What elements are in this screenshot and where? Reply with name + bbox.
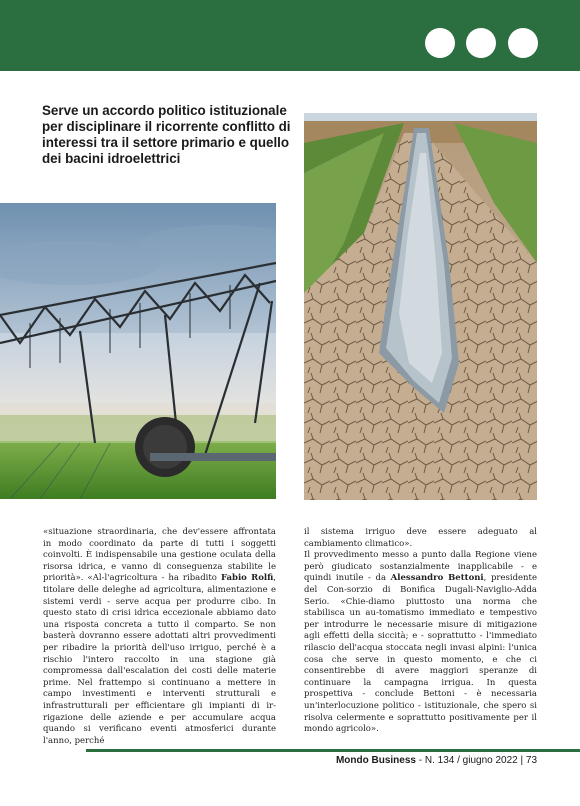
text-run: Il provvedimento messo a punto dalla Regione viene però giudicato sostanzialmente inapplicabile - e quindi inutile - da — [304, 550, 537, 584]
footer-divider — [86, 749, 580, 752]
article-column-right — [304, 527, 537, 736]
irrigation-pivot-photo — [0, 203, 276, 499]
text-run: , titolare delle deleghe ad agricoltura, alimentazione e sistemi verdi - serve acqua per produrre cibo. In questo stato di crisi idrica eccezionale abbiamo dato una risposta concreta a tutto il comparto. Se non basterà dovranno essere adottati altri provvedimenti per ribadire la priorità dell'uso irriguo, perché è a rischio l'intero raccolto in una stagione già compromessa dall'escalation dei costi delle materie prime. Nel frattempo si continuano a mettere in campo investimenti e interventi strutturali e infrastrutturali per efficientare gli impianti di ir-rigazione delle aziende e per accumulare acqua quando si verificano eventi atmosferici durante l'anno, perché — [43, 573, 276, 746]
dry-irrigation-canal-photo — [304, 113, 537, 500]
magazine-name: Mondo Business — [335, 755, 416, 766]
text-run: , presidente del Con-sorzio di Bonifica Dugali-Naviglio-Adda Serio. «Chie-diamo piuttosto una norma che stabilisca un au-tomatismo immediato e tempestivo per introdurre le necessarie misure di mitigazione agli effetti della siccità; e - soprattutto - l'immediato rilascio dell'acqua stoccata negli invasi alpini: l'unica cosa che serve in questo momento, e che ci consentirebbe di avere maggiori speranze di continuare la campagna irrigua. In questa prospettiva - conclude Bettoni - è necessaria un'interlocuzione politico - istituzionale, che spero si risolva celermente e soprattutto positivamente per il mondo agricolo». — [304, 573, 537, 735]
paragraph: il sistema irriguo deve essere adeguato al cambiamento climatico». — [304, 527, 537, 549]
text-run: «situazione straordinaria, che dev'essere affrontata in modo coordinato da parte di tutti i soggetti coinvolti. È indispensabile una gestione oculata della risorsa idrica, e vanno di conseguenza stabilite le priorità». «Al-l'agricoltura - ha ribadito — [43, 527, 276, 584]
article-column-left — [43, 527, 276, 747]
header-bar — [0, 0, 580, 71]
person-name: Fabio Rolfi — [220, 573, 274, 584]
page-footer — [336, 755, 537, 766]
dot-icon — [466, 28, 496, 58]
article-subtitle: Serve un accordo politico istituzionale per disciplinare il ricorrente conflitto di interessi tra il settore primario e quello dei bacini idroelettrici — [42, 103, 291, 166]
issue-info: - N. 134 / giugno 2022 | 73 — [415, 755, 537, 766]
dot-icon — [508, 28, 538, 58]
paragraph — [43, 527, 276, 747]
paragraph — [304, 550, 537, 736]
dot-icon — [425, 28, 455, 58]
person-name: Alessandro Bettoni — [390, 573, 484, 584]
